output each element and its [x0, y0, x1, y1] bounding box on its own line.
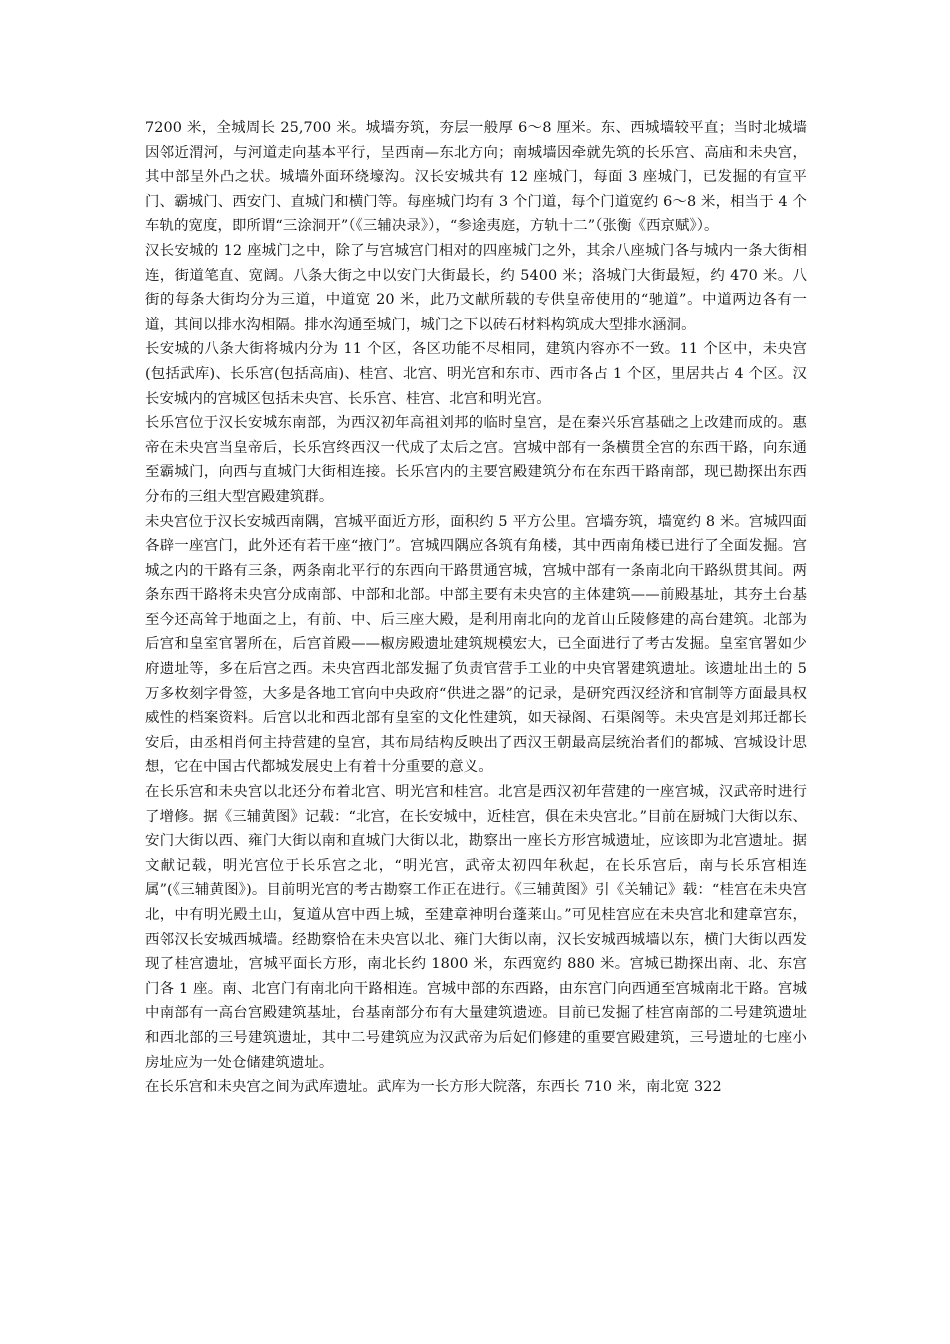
paragraph-changle-palace: 长乐宫位于汉长安城东南部，为西汉初年高祖刘邦的临时皇宫，是在秦兴乐宫基础之上改建而成的。惠帝在未央宫当皇帝后，长乐宫终西汉一代成了太后之宫。宫城中部有一条横贯全宫的东西干路，向东通至霸城门，向西与直城门大街相连接。长乐宫内的主要宫殿建筑分布在东西干路南部，现已勘探出东西分布的三组大型宫殿建筑群。 — [145, 415, 807, 505]
paragraph-city-gates-streets: 汉长安城的 12 座城门之中，除了与宫城宫门相对的四座城门之外，其余八座城门各与城内一条大街相连，街道笔直、宽阔。八条大街之中以安门大街最长，约 5400 米；洛城门大街最短，约 470 米。八街的每条大街均分为三道，中道宽 20 米，此乃文献所载的专供皇帝使用的“驰道”。中道两边各有一道，其间以排水沟相隔。排水沟通至城门，城门之下以砖石材料构筑成大型排水涵洞。 — [145, 242, 807, 333]
paragraph-northern-palaces: 在长乐宫和未央宫以北还分布着北宫、明光宫和桂宫。北宫是西汉初年营建的一座宫城，汉武帝时进行了增修。据《三辅黄图》记载：“北宫，在长安城中，近桂宫，俱在未央宫北。”目前在厨城门大街以东、安门大街以西、雍门大街以南和直城门大街以北，勘察出一座长方形宫城遗址，应该即为北宫遗址。据文献记载，明光宫位于长乐宫之北，“明光宫，武帝太初四年秋起，在长乐宫后，南与长乐宫相连属”(《三辅黄图》)。目前明光宫的考古勘察工作正在进行。《三辅黄图》引《关辅记》载：“桂宫在未央宫北，中有明光殿土山，复道从宫中西上城，至建章神明台蓬莱山。”可见桂宫应在未央宫北和建章宫东，西邻汉长安城西城墙。经勘察恰在未央宫以北、雍门大街以南，汉长安城西城墙以东，横门大街以西发现了桂宫遗址，宫城平面长方形，南北长约 1800 米，东西宽约 880 米。宫城已勘探出南、北、东宫门各 1 座。南、北宫门有南北向干路相连。宫城中部的东西路，由东宫门向西通至宫城南北干路。宫城中南部有一高台宫殿建筑基址，台基南部分布有大量建筑遗迹。目前已发掘了桂宫南部的二号建筑遗址和西北部的三号建筑遗址，其中二号建筑应为汉武帝为后妃们修建的重要宫殿建筑，三号遗址的七座小房址应为一处仓储建筑遗址。 — [145, 784, 807, 1071]
paragraph-armory: 在长乐宫和未央宫之间为武库遗址。武库为一长方形大院落，东西长 710 米，南北宽 322 — [145, 1079, 722, 1096]
paragraph-weiyang-palace: 未央宫位于汉长安城西南隅，宫城平面近方形，面积约 5 平方公里。宫墙夯筑，墙宽约 8 米。宫城四面各辟一座宫门，此外还有若干座“掖门”。宫城四隅应各筑有角楼，其中西南角楼已进行了全面发掘。宫城之内的干路有三条，两条南北平行的东西向干路贯通宫城，宫城中部有一条南北向干路纵贯其间。两条东西干路将未央宫分成南部、中部和北部。中部主要有未央宫的主体建筑——前殿基址，其夯土台基至今还高耸于地面之上，有前、中、后三座大殿，是利用南北向的龙首山丘陵修建的高台建筑。北部为后宫和皇室官署所在，后宫首殿——椒房殿遗址建筑规模宏大，已全面进行了考古发掘。皇室官署如少府遗址等，多在后宫之西。未央宫西北部发掘了负责官营手工业的中央官署建筑遗址。该遗址出土的 5 万多枚刻字骨签，大多是各地工官向中央政府“供进之器”的记录，是研究西汉经济和官制等方面最具权威性的档案资料。后宫以北和西北部有皇室的文化性建筑，如天禄阁、石渠阁等。未央宫是刘邦迁都长安后，由丞相肖何主持营建的皇宫，其布局结构反映出了西汉王朝最高层统治者们的都城、宫城设计思想，它在中国古代都城发展史上有着十分重要的意义。 — [145, 513, 807, 776]
text-body — [145, 116, 807, 1100]
paragraph-city-districts: 长安城的八条大街将城内分为 11 个区，各区功能不尽相同，建筑内容亦不一致。11 个区中，未央宫(包括武库)、长乐宫(包括高庙)、桂宫、北宫、明光宫和东市、西市各占 1 个区，里居共占 4 个区。汉长安城内的宫城区包括未央宫、长乐宫、桂宫、北宫和明光宫。 — [145, 341, 807, 407]
paragraph-city-walls: 7200 米，全城周长 25,700 米。城墙夯筑，夯层一般厚 6～8 厘米。东、西城墙较平直；当时北城墙因邻近渭河，与河道走向基本平行，呈西南—东北方向；南城墙因牵就先筑的长乐宫、高庙和未央宫，其中部呈外凸之状。城墙外面环绕壕沟。汉长安城共有 12 座城门，每面 3 座城门，已发掘的有宣平门、霸城门、西安门、直城门和横门等。每座城门均有 3 个门道，每个门道宽约 6～8 米，相当于 4 个车轨的宽度，即所谓“三涂洞开”（《三辅决录》），“参途夷庭，方轨十二”（张衡《西京赋》）。 — [145, 120, 807, 235]
